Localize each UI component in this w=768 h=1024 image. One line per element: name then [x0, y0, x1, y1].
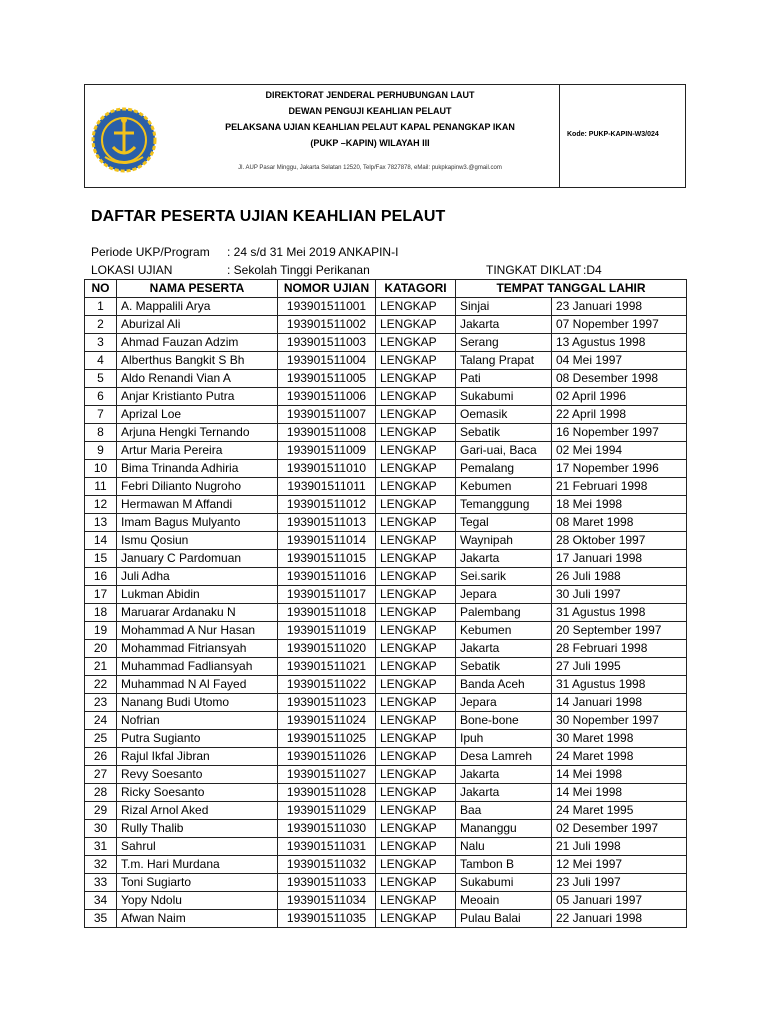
birthplace: Jakarta	[456, 784, 552, 802]
row-number: 7	[85, 406, 117, 424]
row-number: 20	[85, 640, 117, 658]
participant-name: Maruarar Ardanaku N	[117, 604, 278, 622]
birthdate: 05 Januari 1997	[552, 892, 687, 910]
participant-name: January C Pardomuan	[117, 550, 278, 568]
row-number: 18	[85, 604, 117, 622]
birthdate: 14 Januari 1998	[552, 694, 687, 712]
table-row	[85, 820, 687, 838]
birthdate: 31 Agustus 1998	[552, 604, 687, 622]
category: LENGKAP	[376, 856, 456, 874]
birthdate: 08 Maret 1998	[552, 514, 687, 532]
row-number: 31	[85, 838, 117, 856]
participant-name: Ricky Soesanto	[117, 784, 278, 802]
letterhead-line: (PUKP –KAPIN) WILAYAH III	[310, 138, 430, 148]
category: LENGKAP	[376, 514, 456, 532]
row-number: 28	[85, 784, 117, 802]
table-row	[85, 568, 687, 586]
category: LENGKAP	[376, 388, 456, 406]
category: LENGKAP	[376, 532, 456, 550]
category: LENGKAP	[376, 478, 456, 496]
location-value: : Sekolah Tinggi Perikanan	[227, 263, 370, 277]
birthplace: Temanggung	[456, 496, 552, 514]
document-title: DAFTAR PESERTA UJIAN KEAHLIAN PELAUT	[91, 208, 446, 225]
participant-name: Putra Sugianto	[117, 730, 278, 748]
row-number: 10	[85, 460, 117, 478]
letterhead-title	[205, 87, 535, 151]
category: LENGKAP	[376, 370, 456, 388]
birthplace: Jakarta	[456, 316, 552, 334]
birthdate: 30 Juli 1997	[552, 586, 687, 604]
row-number: 3	[85, 334, 117, 352]
table-header-row	[85, 280, 687, 298]
table-row	[85, 424, 687, 442]
exam-number: 193901511030	[278, 820, 376, 838]
category: LENGKAP	[376, 694, 456, 712]
birthdate: 02 Desember 1997	[552, 820, 687, 838]
exam-number: 193901511003	[278, 334, 376, 352]
participant-name: Lukman Abidin	[117, 586, 278, 604]
exam-number: 193901511028	[278, 784, 376, 802]
exam-number: 193901511008	[278, 424, 376, 442]
category: LENGKAP	[376, 586, 456, 604]
birthdate: 07 Nopember 1997	[552, 316, 687, 334]
birthplace: Gari-uai, Baca	[456, 442, 552, 460]
row-number: 15	[85, 550, 117, 568]
row-number: 4	[85, 352, 117, 370]
category: LENGKAP	[376, 910, 456, 928]
birthdate: 17 Nopember 1996	[552, 460, 687, 478]
row-number: 1	[85, 298, 117, 316]
table-row	[85, 496, 687, 514]
birthplace: Sebatik	[456, 658, 552, 676]
column-header-exam-number: NOMOR UJIAN	[278, 280, 376, 298]
category: LENGKAP	[376, 622, 456, 640]
category: LENGKAP	[376, 748, 456, 766]
birthplace: Jakarta	[456, 640, 552, 658]
exam-number: 193901511024	[278, 712, 376, 730]
exam-number: 193901511035	[278, 910, 376, 928]
exam-number: 193901511017	[278, 586, 376, 604]
row-number: 32	[85, 856, 117, 874]
row-number: 13	[85, 514, 117, 532]
category: LENGKAP	[376, 712, 456, 730]
participant-name: Aburizal Ali	[117, 316, 278, 334]
row-number: 16	[85, 568, 117, 586]
table-row	[85, 748, 687, 766]
row-number: 17	[85, 586, 117, 604]
birthdate: 20 September 1997	[552, 622, 687, 640]
row-number: 35	[85, 910, 117, 928]
participant-name: Ahmad Fauzan Adzim	[117, 334, 278, 352]
row-number: 21	[85, 658, 117, 676]
birthplace: Sinjai	[456, 298, 552, 316]
table-row	[85, 550, 687, 568]
exam-number: 193901511027	[278, 766, 376, 784]
category: LENGKAP	[376, 892, 456, 910]
exam-number: 193901511005	[278, 370, 376, 388]
exam-number: 193901511018	[278, 604, 376, 622]
row-number: 19	[85, 622, 117, 640]
birthdate: 31 Agustus 1998	[552, 676, 687, 694]
exam-number: 193901511014	[278, 532, 376, 550]
category: LENGKAP	[376, 316, 456, 334]
category: LENGKAP	[376, 730, 456, 748]
table-row	[85, 856, 687, 874]
row-number: 22	[85, 676, 117, 694]
birthdate: 23 Juli 1997	[552, 874, 687, 892]
table-row	[85, 694, 687, 712]
period-value: : 24 s/d 31 Mei 2019 ANKAPIN-I	[227, 245, 399, 259]
category: LENGKAP	[376, 604, 456, 622]
birthdate: 27 Juli 1995	[552, 658, 687, 676]
location-label: LOKASI UJIAN	[91, 263, 173, 277]
birthdate: 02 Mei 1994	[552, 442, 687, 460]
birthdate: 14 Mei 1998	[552, 766, 687, 784]
participant-name: Febri Dilianto Nugroho	[117, 478, 278, 496]
birthplace: Jakarta	[456, 766, 552, 784]
birthdate: 24 Maret 1998	[552, 748, 687, 766]
category: LENGKAP	[376, 352, 456, 370]
table-row	[85, 352, 687, 370]
row-number: 5	[85, 370, 117, 388]
exam-number: 193901511006	[278, 388, 376, 406]
exam-number: 193901511025	[278, 730, 376, 748]
participant-name: Imam Bagus Mulyanto	[117, 514, 278, 532]
birthplace: Ipuh	[456, 730, 552, 748]
table-row	[85, 316, 687, 334]
birthdate: 12 Mei 1997	[552, 856, 687, 874]
letterhead-address: Jl. AUP Pasar Minggu, Jakarta Selatan 12520, Telp/Fax 7827878, eMail: pukpkapinw3.@gmail.com	[238, 165, 502, 171]
row-number: 11	[85, 478, 117, 496]
birthplace: Sukabumi	[456, 388, 552, 406]
birthdate: 22 April 1998	[552, 406, 687, 424]
row-number: 9	[85, 442, 117, 460]
category: LENGKAP	[376, 874, 456, 892]
table-row	[85, 406, 687, 424]
birthplace: Kebumen	[456, 478, 552, 496]
birthdate: 24 Maret 1995	[552, 802, 687, 820]
birthplace: Talang Prapat	[456, 352, 552, 370]
row-number: 14	[85, 532, 117, 550]
table-body	[85, 298, 687, 928]
birthdate: 17 Januari 1998	[552, 550, 687, 568]
exam-number: 193901511009	[278, 442, 376, 460]
category: LENGKAP	[376, 550, 456, 568]
birthdate: 30 Nopember 1997	[552, 712, 687, 730]
letterhead	[84, 84, 686, 188]
exam-number: 193901511034	[278, 892, 376, 910]
ministry-emblem-icon	[91, 107, 157, 173]
row-number: 12	[85, 496, 117, 514]
birthplace: Oemasik	[456, 406, 552, 424]
exam-number: 193901511031	[278, 838, 376, 856]
participant-name: Afwan Naim	[117, 910, 278, 928]
row-number: 30	[85, 820, 117, 838]
birthplace: Tambon B	[456, 856, 552, 874]
table-row	[85, 910, 687, 928]
birthdate: 16 Nopember 1997	[552, 424, 687, 442]
birthdate: 18 Mei 1998	[552, 496, 687, 514]
row-number: 27	[85, 766, 117, 784]
row-number: 29	[85, 802, 117, 820]
table-row	[85, 658, 687, 676]
exam-number: 193901511026	[278, 748, 376, 766]
birthplace: Tegal	[456, 514, 552, 532]
participant-name: Mohammad A Nur Hasan	[117, 622, 278, 640]
birthplace: Meoain	[456, 892, 552, 910]
birthdate: 26 Juli 1988	[552, 568, 687, 586]
participant-name: Hermawan M Affandi	[117, 496, 278, 514]
birthdate: 04 Mei 1997	[552, 352, 687, 370]
row-number: 26	[85, 748, 117, 766]
exam-number: 193901511033	[278, 874, 376, 892]
participant-table	[84, 279, 687, 928]
birthdate: 28 Oktober 1997	[552, 532, 687, 550]
row-number: 2	[85, 316, 117, 334]
birthplace: Desa Lamreh	[456, 748, 552, 766]
birthplace: Pati	[456, 370, 552, 388]
row-number: 8	[85, 424, 117, 442]
table-row	[85, 334, 687, 352]
exam-number: 193901511019	[278, 622, 376, 640]
category: LENGKAP	[376, 460, 456, 478]
table-row	[85, 874, 687, 892]
table-row	[85, 442, 687, 460]
category: LENGKAP	[376, 784, 456, 802]
birthdate: 28 Februari 1998	[552, 640, 687, 658]
participant-name: Arjuna Hengki Ternando	[117, 424, 278, 442]
column-header-no: NO	[85, 280, 117, 298]
table-row	[85, 712, 687, 730]
participant-name: Toni Sugiarto	[117, 874, 278, 892]
table-row	[85, 730, 687, 748]
birthplace: Sebatik	[456, 424, 552, 442]
table-row	[85, 676, 687, 694]
document-code: Kode: PUKP-KAPIN-W3/024	[567, 131, 659, 138]
participant-name: Rully Thalib	[117, 820, 278, 838]
table-row	[85, 460, 687, 478]
birthplace: Pulau Balai	[456, 910, 552, 928]
birthplace: Pemalang	[456, 460, 552, 478]
participant-name: Revy Soesanto	[117, 766, 278, 784]
exam-number: 193901511001	[278, 298, 376, 316]
category: LENGKAP	[376, 496, 456, 514]
row-number: 24	[85, 712, 117, 730]
level-label: TINGKAT DIKLAT	[486, 263, 582, 277]
letterhead-line: PELAKSANA UJIAN KEAHLIAN PELAUT KAPAL PENANGKAP IKAN	[225, 122, 515, 132]
birthplace: Mananggu	[456, 820, 552, 838]
birthplace: Nalu	[456, 838, 552, 856]
birthplace: Jepara	[456, 694, 552, 712]
birthdate: 21 Juli 1998	[552, 838, 687, 856]
birthdate: 22 Januari 1998	[552, 910, 687, 928]
participant-name: Muhammad Fadliansyah	[117, 658, 278, 676]
participant-name: Mohammad Fitriansyah	[117, 640, 278, 658]
participant-name: Aprizal Loe	[117, 406, 278, 424]
column-header-name: NAMA PESERTA	[117, 280, 278, 298]
birthplace: Waynipah	[456, 532, 552, 550]
table-row	[85, 766, 687, 784]
participant-name: Rizal Arnol Aked	[117, 802, 278, 820]
exam-number: 193901511012	[278, 496, 376, 514]
participant-name: T.m. Hari Murdana	[117, 856, 278, 874]
birthplace: Baa	[456, 802, 552, 820]
exam-number: 193901511021	[278, 658, 376, 676]
participant-name: A. Mappalili Arya	[117, 298, 278, 316]
table-row	[85, 370, 687, 388]
letterhead-line: DEWAN PENGUJI KEAHLIAN PELAUT	[288, 106, 452, 116]
birthplace: Serang	[456, 334, 552, 352]
table-row	[85, 784, 687, 802]
category: LENGKAP	[376, 820, 456, 838]
exam-number: 193901511032	[278, 856, 376, 874]
participant-name: Nofrian	[117, 712, 278, 730]
row-number: 34	[85, 892, 117, 910]
category: LENGKAP	[376, 838, 456, 856]
exam-number: 193901511011	[278, 478, 376, 496]
category: LENGKAP	[376, 424, 456, 442]
birthdate: 30 Maret 1998	[552, 730, 687, 748]
category: LENGKAP	[376, 334, 456, 352]
participant-name: Bima Trinanda Adhiria	[117, 460, 278, 478]
exam-number: 193901511020	[278, 640, 376, 658]
table-row	[85, 892, 687, 910]
level-value: :D4	[583, 263, 602, 277]
participant-name: Anjar Kristianto Putra	[117, 388, 278, 406]
category: LENGKAP	[376, 298, 456, 316]
table-row	[85, 802, 687, 820]
table-row	[85, 586, 687, 604]
table-row	[85, 514, 687, 532]
participant-name: Artur Maria Pereira	[117, 442, 278, 460]
exam-number: 193901511016	[278, 568, 376, 586]
category: LENGKAP	[376, 406, 456, 424]
birthplace: Sukabumi	[456, 874, 552, 892]
table-row	[85, 640, 687, 658]
participant-name: Juli Adha	[117, 568, 278, 586]
birthdate: 23 Januari 1998	[552, 298, 687, 316]
participant-name: Ismu Qosiun	[117, 532, 278, 550]
exam-number: 193901511002	[278, 316, 376, 334]
birthplace: Sei.sarik	[456, 568, 552, 586]
birthdate: 14 Mei 1998	[552, 784, 687, 802]
row-number: 23	[85, 694, 117, 712]
table-row	[85, 622, 687, 640]
exam-number: 193901511023	[278, 694, 376, 712]
category: LENGKAP	[376, 802, 456, 820]
category: LENGKAP	[376, 442, 456, 460]
category: LENGKAP	[376, 640, 456, 658]
category: LENGKAP	[376, 658, 456, 676]
birthplace: Banda Aceh	[456, 676, 552, 694]
row-number: 6	[85, 388, 117, 406]
table-row	[85, 298, 687, 316]
column-header-category: KATAGORI	[376, 280, 456, 298]
exam-number: 193901511015	[278, 550, 376, 568]
birthplace: Bone-bone	[456, 712, 552, 730]
exam-number: 193901511022	[278, 676, 376, 694]
participant-name: Aldo Renandi Vian A	[117, 370, 278, 388]
participant-name: Yopy Ndolu	[117, 892, 278, 910]
participant-name: Sahrul	[117, 838, 278, 856]
birthdate: 02 April 1996	[552, 388, 687, 406]
participant-name: Alberthus Bangkit S Bh	[117, 352, 278, 370]
exam-number: 193901511010	[278, 460, 376, 478]
participant-name: Nanang Budi Utomo	[117, 694, 278, 712]
birthplace: Jakarta	[456, 550, 552, 568]
table-row	[85, 532, 687, 550]
birthplace: Kebumen	[456, 622, 552, 640]
category: LENGKAP	[376, 568, 456, 586]
birthdate: 13 Agustus 1998	[552, 334, 687, 352]
participant-name: Rajul Ikfal Jibran	[117, 748, 278, 766]
row-number: 33	[85, 874, 117, 892]
birthdate: 08 Desember 1998	[552, 370, 687, 388]
exam-number: 193901511007	[278, 406, 376, 424]
exam-number: 193901511013	[278, 514, 376, 532]
period-label: Periode UKP/Program	[91, 245, 210, 259]
birthplace: Jepara	[456, 586, 552, 604]
table-row	[85, 604, 687, 622]
table-row	[85, 838, 687, 856]
birthplace: Palembang	[456, 604, 552, 622]
category: LENGKAP	[376, 766, 456, 784]
letterhead-line: DIREKTORAT JENDERAL PERHUBUNGAN LAUT	[265, 90, 475, 100]
birthdate: 21 Februari 1998	[552, 478, 687, 496]
category: LENGKAP	[376, 676, 456, 694]
participant-name: Muhammad N Al Fayed	[117, 676, 278, 694]
exam-number: 193901511029	[278, 802, 376, 820]
code-divider	[559, 85, 560, 187]
column-header-birth: TEMPAT TANGGAL LAHIR	[456, 280, 687, 298]
row-number: 25	[85, 730, 117, 748]
table-row	[85, 388, 687, 406]
table-row	[85, 478, 687, 496]
exam-number: 193901511004	[278, 352, 376, 370]
